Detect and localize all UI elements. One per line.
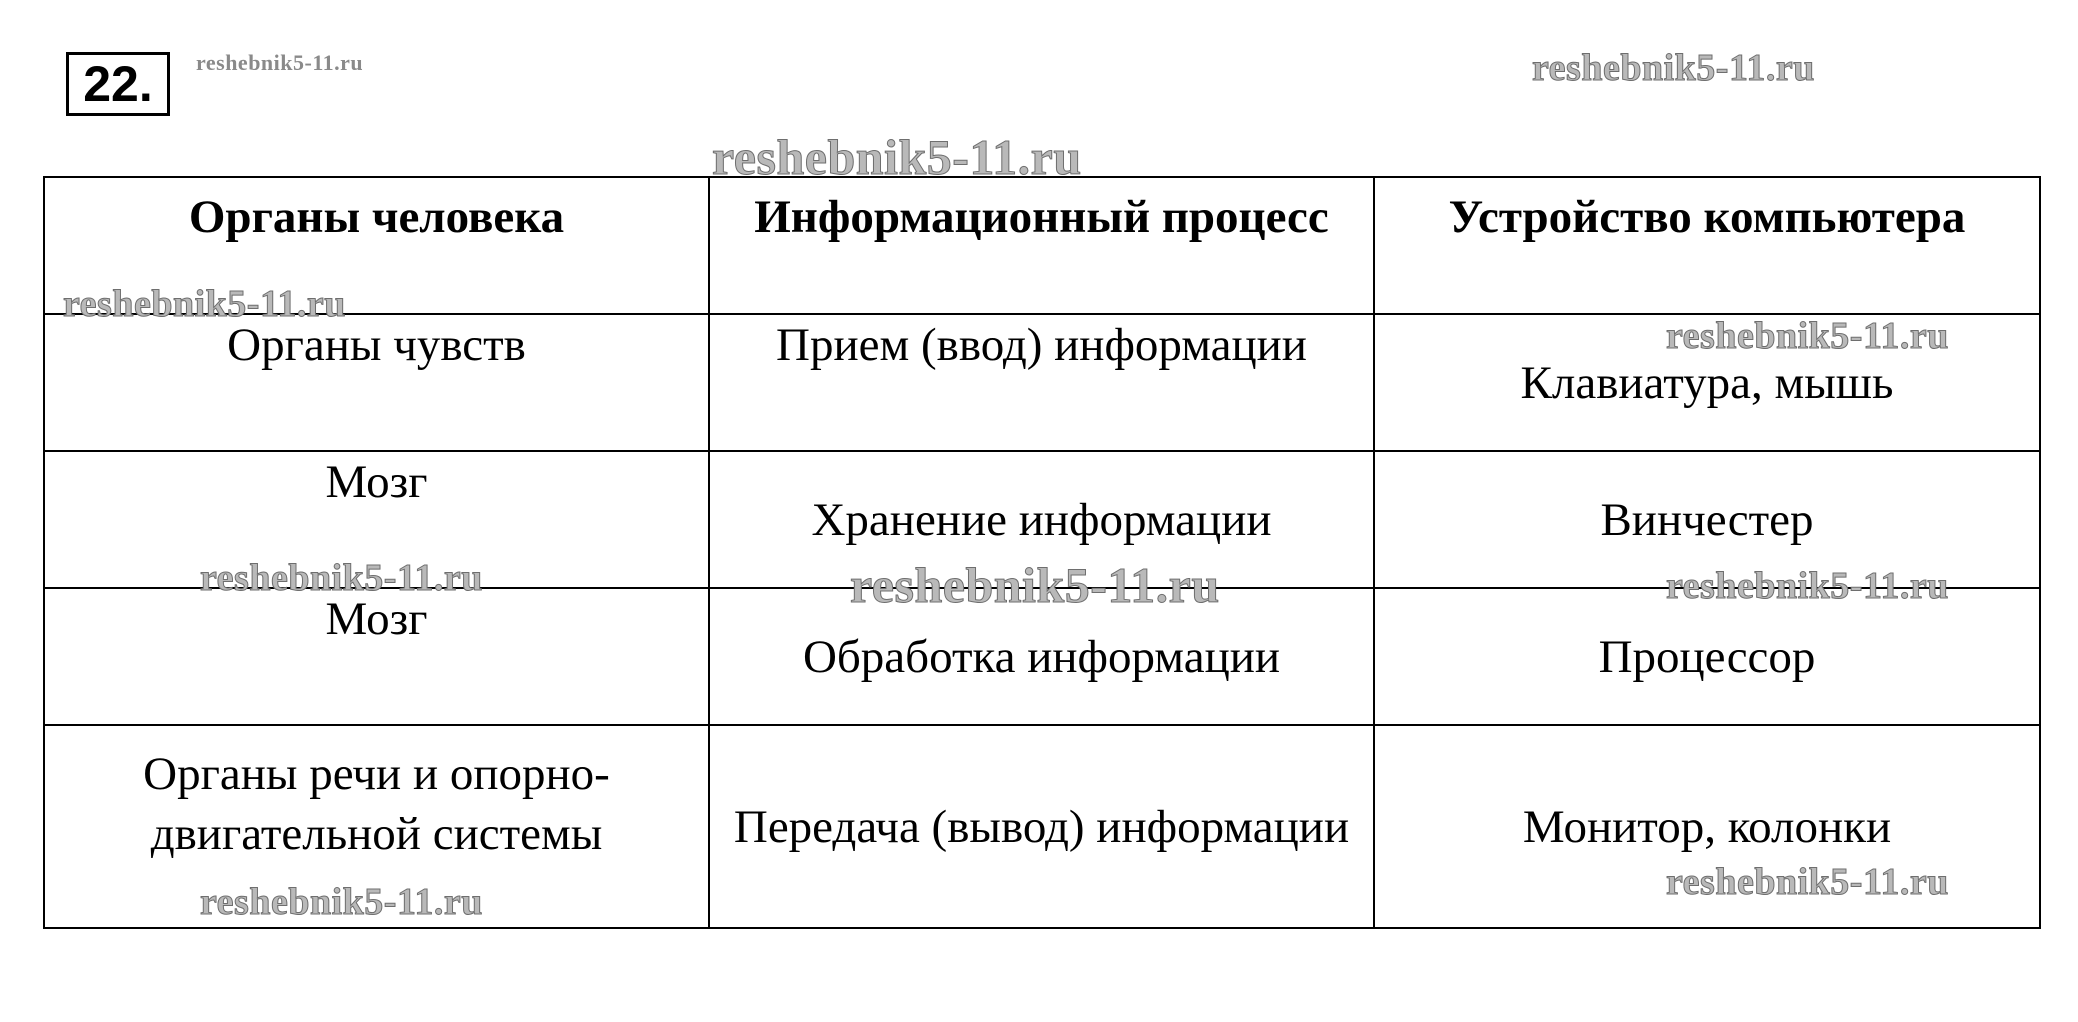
table-header-row: [44, 177, 2040, 314]
task-number: 22.: [66, 52, 170, 116]
cell-process: Хранение информации: [709, 451, 1374, 588]
cell-process: Прием (ввод) информации: [709, 314, 1374, 451]
watermark-text: reshebnik5-11.ru: [1532, 47, 1815, 89]
cell-organ: Мозг: [44, 588, 709, 725]
header-information-process: Информационный процесс: [709, 177, 1374, 314]
comparison-table: [43, 176, 2041, 929]
watermark-text: reshebnik5-11.ru: [200, 881, 483, 923]
watermark-text: reshebnik5-11.ru: [712, 129, 1082, 185]
header-computer-device: Устройство компьютера: [1374, 177, 2040, 314]
cell-device: Процессор: [1374, 588, 2040, 725]
table-row: [44, 314, 2040, 451]
watermark-text: reshebnik5-11.ru: [1666, 565, 1949, 607]
watermark-text: reshebnik5-11.ru: [1666, 315, 1949, 357]
cell-organ: Органы чувств: [44, 314, 709, 451]
cell-organ: Органы речи и опорно-двигательной системы: [44, 725, 709, 928]
watermark-text: reshebnik5-11.ru: [850, 557, 1220, 613]
watermark-text: reshebnik5-11.ru: [63, 283, 346, 325]
cell-process: Передача (вывод) информации: [709, 725, 1374, 928]
table-row: [44, 588, 2040, 725]
table-row: [44, 451, 2040, 588]
watermark-text: reshebnik5-11.ru: [196, 50, 364, 75]
table-row: [44, 725, 2040, 928]
cell-organ: Мозг: [44, 451, 709, 588]
cell-process: Обработка информации: [709, 588, 1374, 725]
cell-device: Винчестер: [1374, 451, 2040, 588]
cell-device: Клавиатура, мышь: [1374, 314, 2040, 451]
cell-device: Монитор, колонки: [1374, 725, 2040, 928]
watermark-text: reshebnik5-11.ru: [200, 557, 483, 599]
watermark-text: reshebnik5-11.ru: [1666, 861, 1949, 903]
header-human-organs: Органы человека: [44, 177, 709, 314]
